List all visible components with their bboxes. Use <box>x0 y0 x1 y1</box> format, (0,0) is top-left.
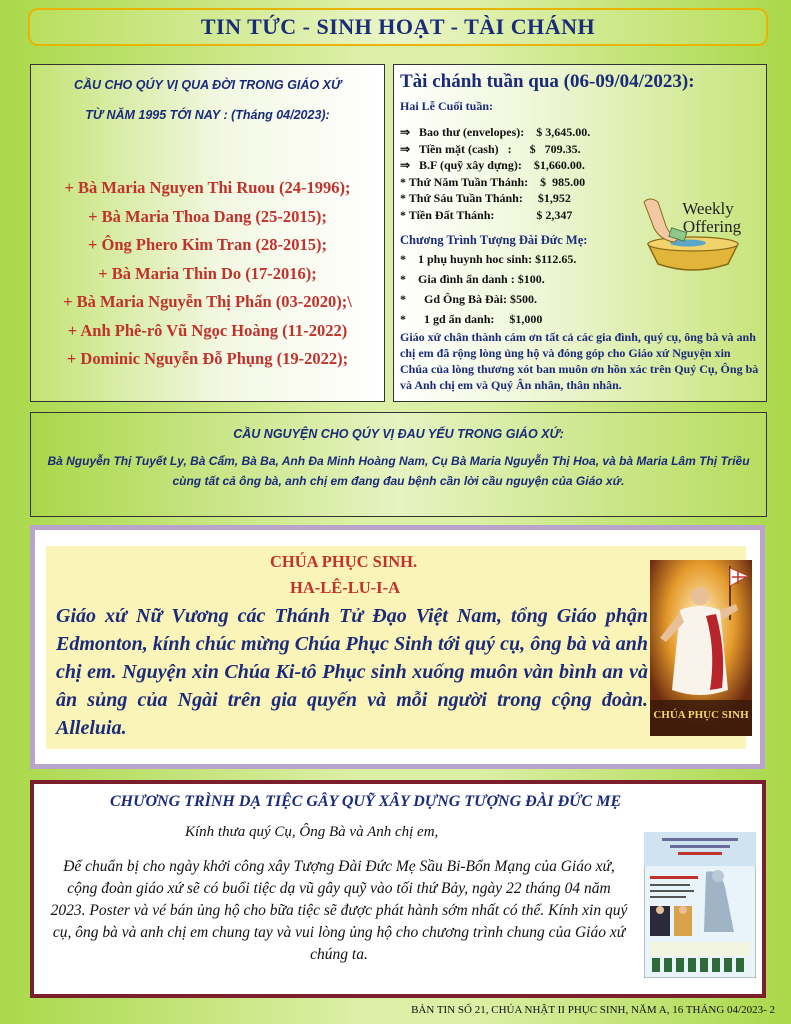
offering-art-line1: Weekly <box>682 199 734 218</box>
easter-heading: CHÚA PHỤC SINH. <box>270 552 418 571</box>
sick-names: Bà Nguyễn Thị Tuyết Ly, Bà Cẩm, Bà Ba, Anh Đa Minh Hoàng Nam, Cụ Bà Maria Nguyễn Thị Hoa, và bà Maria Lâm Thị Triều cùng tất cả ông bà, anh chị em đang đau bệnh cần lời cầu nguyện của Giáo xứ. <box>47 454 750 488</box>
fundraiser-title: CHƯƠNG TRÌNH DẠ TIỆC GÂY QUỸ XÂY DỰNG TƯỢNG ĐÀI ĐỨC MẸ <box>110 793 622 810</box>
fundraiser-message: Để chuẩn bị cho ngày khởi công xây Tượng Đài Đức Mẹ Sầu Bi-Bổn Mạng của Giáo xứ, cộng đoàn giáo xứ sẽ có buổi tiệc dạ vũ gây quỹ vào tối thứ Bảy, ngày 22 tháng 04 năm 2023. Poster và vé bán ủng hộ cho bữa tiệc sẽ được phát hành sớm nhất có thể. Kính xin quý cụ, ông bà và anh chị em chung tay và vui lòng ủng hộ cho chương trình chung của Giáo xứ chúng ta. <box>50 858 628 963</box>
fundraiser-greeting: Kính thưa quý Cụ, Ông Bà và Anh chị em, <box>185 824 439 840</box>
finance-line: ⇒ Bao thư (envelopes): $ 3,645.00. <box>400 125 591 139</box>
finance-line: * Thứ Sáu Tuần Thánh: $1,952 <box>400 191 571 205</box>
jesus-art-caption: CHÚA PHỤC SINH <box>653 709 749 721</box>
statue-program-label: Chương Trình Tượng Đài Đức Mẹ: <box>400 233 588 247</box>
statue-line: * Gia đình ẩn danh : $100. <box>400 272 545 286</box>
memorial-name: + Anh Phê-rô Vũ Ngọc Hoàng (11-2022) <box>67 320 348 340</box>
footer-bulletin-info: BẢN TIN SỐ 21, CHÚA NHẬT II PHỤC SINH, NĂM A, 16 THÁNG 04/2023- 2 <box>411 1004 775 1016</box>
sick-prayer-box <box>30 412 767 517</box>
memorial-name: + Bà Maria Thoa Dang (25-2015); <box>88 206 327 226</box>
sick-heading: CẦU NGUYỆN CHO QÚY VỊ ĐAU YẾU TRONG GIÁO XỨ: <box>233 427 564 441</box>
memorial-heading-2: TỪ NĂM 1995 TỚI NAY : (Tháng 04/2023): <box>85 108 330 122</box>
statue-line: * Gd Ông Bà Đài: $500. <box>400 292 538 306</box>
memorial-list <box>31 174 384 374</box>
finance-thanks: Giáo xứ chân thành cám ơn tất cả các gia đình, quý cụ, ông bà và anh chị em đã rộng lòng ủng hộ và đóng góp cho Giáo xứ Nguyện xin Chúa của lòng thương xót ban muôn ơn hồn xác trên Quý Cụ, Ông bà và Anh chị em và Quý Ân nhân, thân nhân. <box>400 330 759 392</box>
memorial-name: + Ông Phero Kim Tran (28-2015); <box>87 235 328 254</box>
weekly-offering-image <box>640 192 746 276</box>
offering-art-line2: Offering <box>682 217 742 236</box>
easter-alleluia: HA-LÊ-LU-I-A <box>290 578 400 597</box>
statue-line: * 1 gd ẩn danh: $1,000 <box>400 312 543 326</box>
finance-line: ⇒ Tiền mặt (cash) : $ 709.35. <box>400 141 581 156</box>
weekend-label: Hai Lễ Cuối tuần: <box>400 99 494 113</box>
finance-line: * Tiền Đất Thánh: $ 2,347 <box>400 207 573 222</box>
gala-poster-image <box>644 832 756 978</box>
memorial-name: + Bà Maria Nguyen Thi Ruou (24-1996); <box>64 178 351 197</box>
memorial-name: + Bà Maria Thin Do (17-2016); <box>98 263 317 283</box>
memorial-box <box>30 64 385 402</box>
memorial-name: + Bà Maria Nguyễn Thị Phấn (03-2020);\ <box>63 292 352 311</box>
memorial-name: + Dominic Nguyễn Đỗ Phụng (19-2022); <box>66 349 349 368</box>
page-header <box>28 8 768 46</box>
page-title: TIN TỨC - SINH HOẠT - TÀI CHÁNH <box>200 14 596 39</box>
finance-line: ⇒ B.F (quỹ xây dựng): $1,660.00. <box>400 158 585 172</box>
memorial-heading-1: CẦU CHO QÚY VỊ QUA ĐỜI TRONG GIÁO XỨ <box>73 78 342 92</box>
finance-line: * Thứ Năm Tuần Thánh: $ 985.00 <box>400 174 586 189</box>
finance-title: Tài chánh tuần qua (06-09/04/2023): <box>400 71 695 92</box>
statue-line: * 1 phụ huynh hoc sinh: $112.65. <box>400 252 577 266</box>
risen-christ-image <box>650 560 752 736</box>
easter-message: Giáo xứ Nữ Vương các Thánh Tử Đạo Việt Nam, tổng Giáo phận Edmonton, kính chúc mừng Chúa Phục Sinh tới quý cụ, ông bà và anh chị em. Nguyện xin Chúa Ki-tô Phục sinh xuống muôn vàn bình an và ân sủng của Ngài trên gia quyến và mỗi người trong cộng đoàn. Alleluia. <box>56 605 648 739</box>
